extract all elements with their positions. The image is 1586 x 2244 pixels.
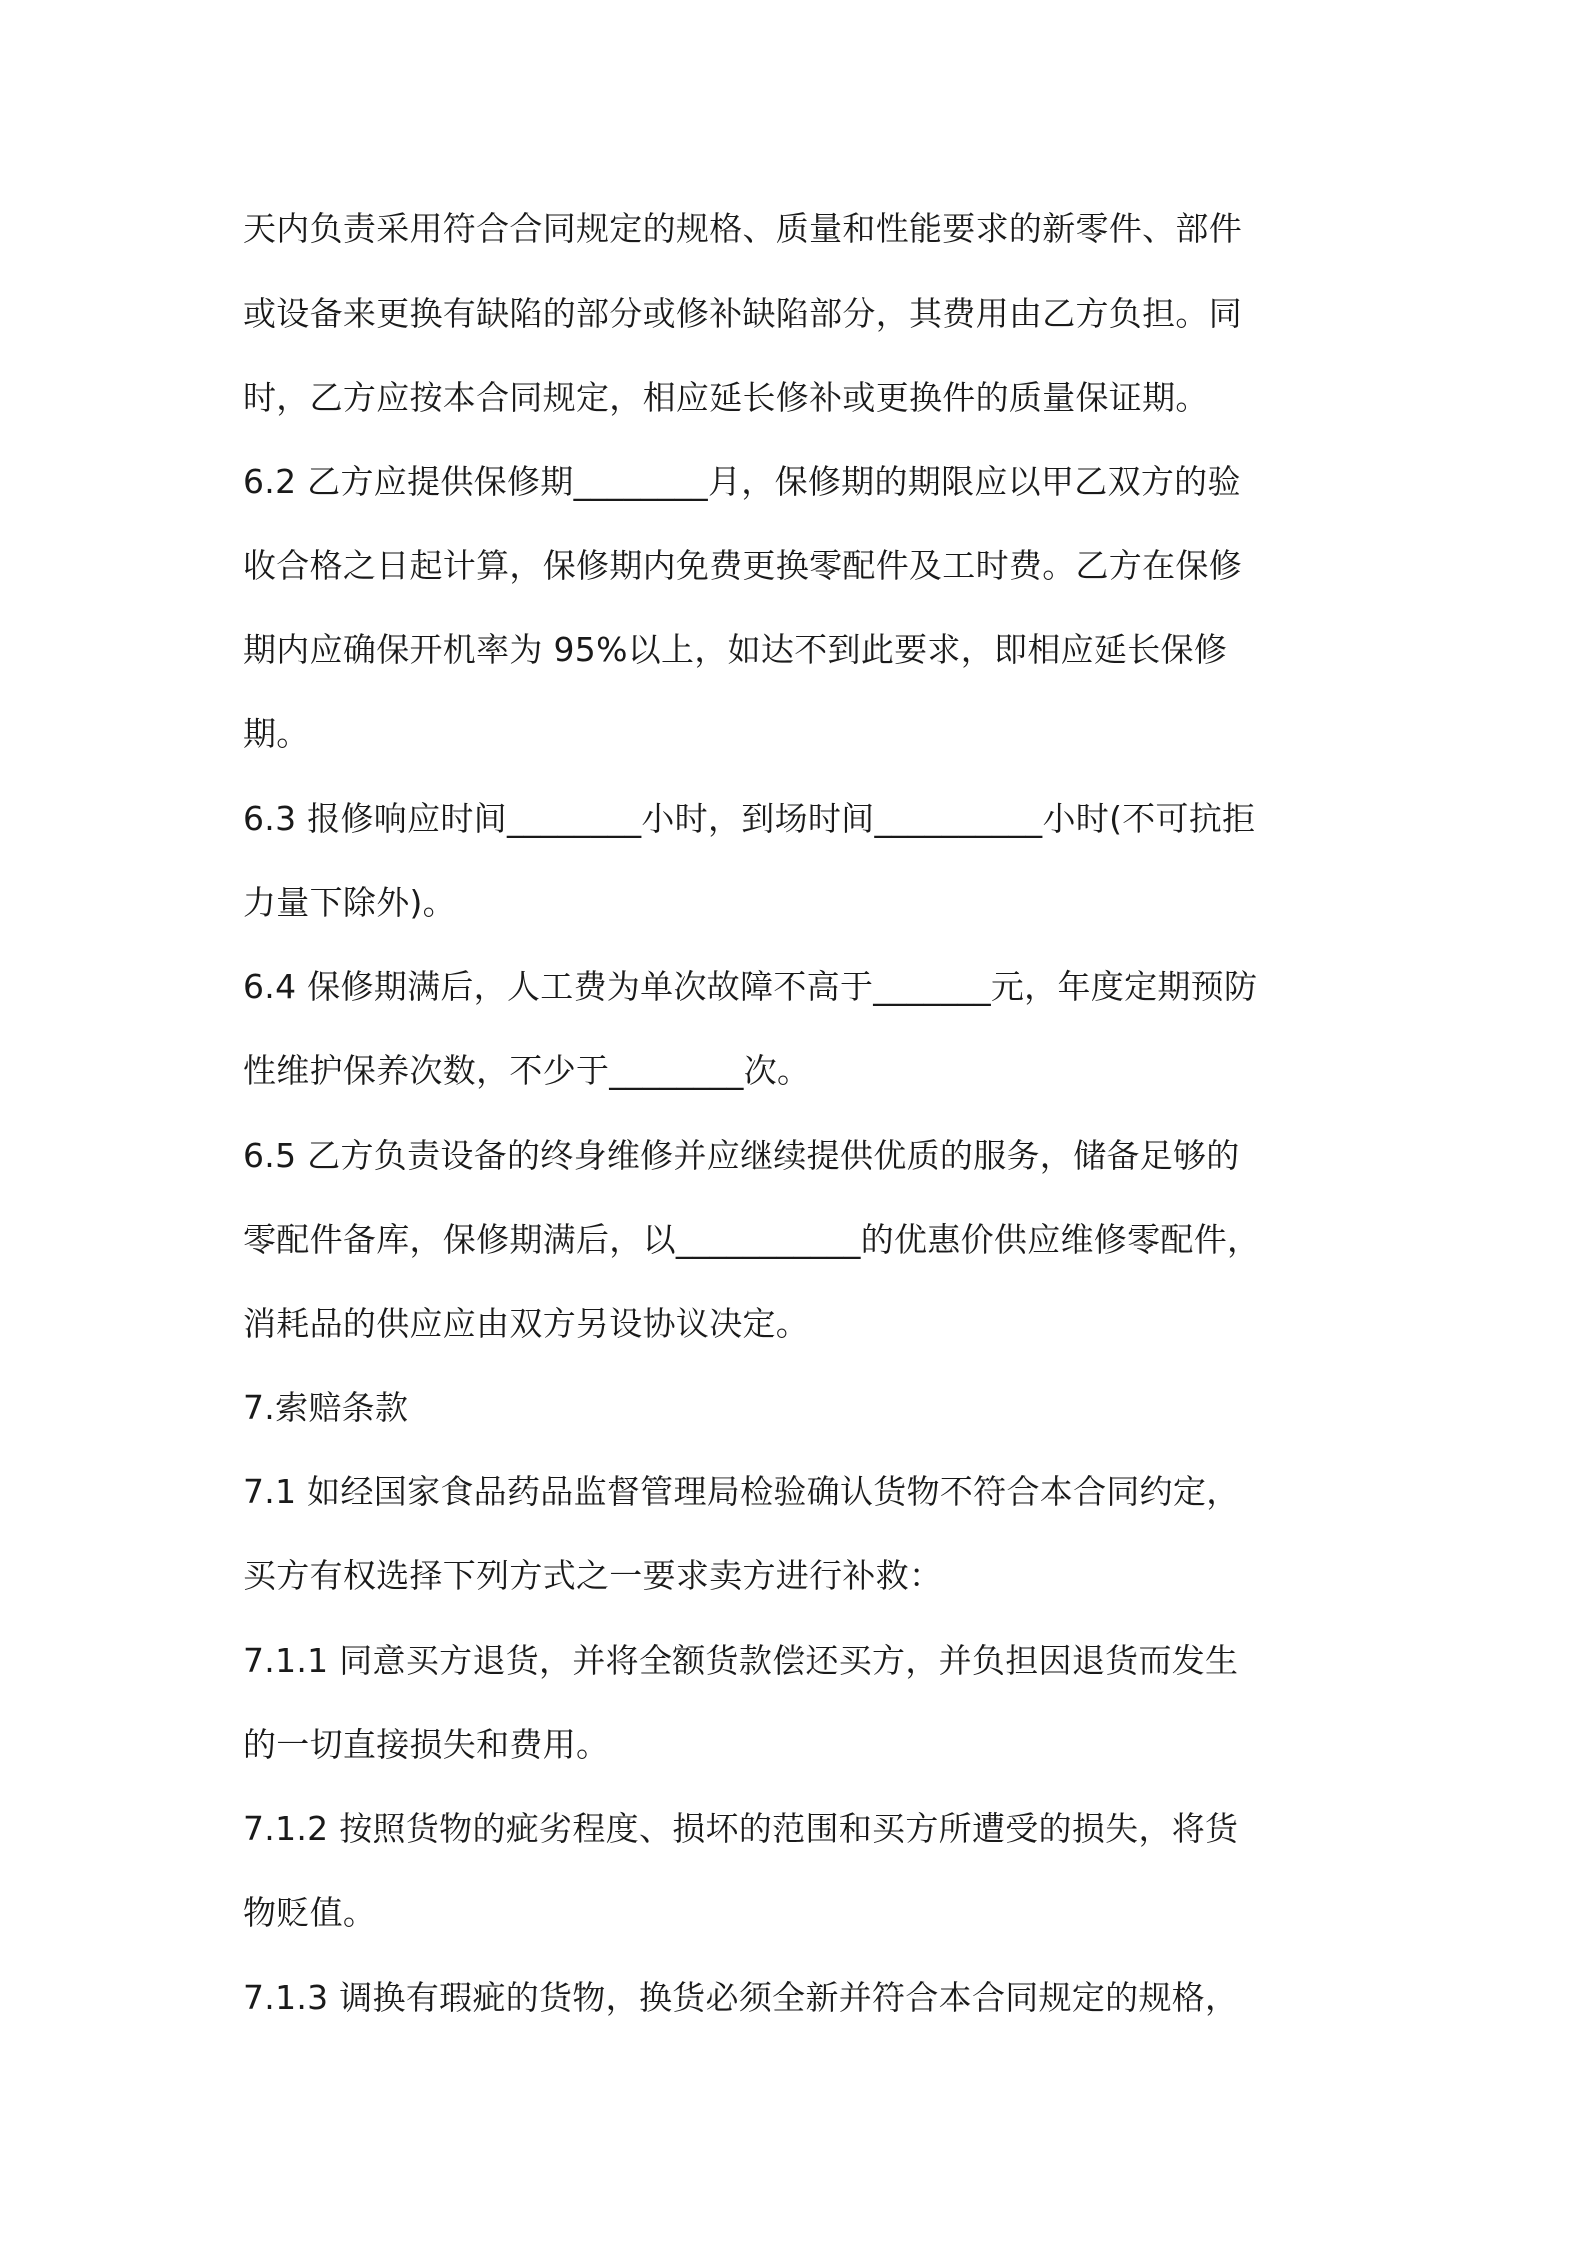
- text-line: 性维护保养次数，不少于________次。: [243, 1051, 811, 1090]
- text-line: 收合格之日起计算，保修期内免费更换零配件及工时费。乙方在保修: [243, 546, 1242, 585]
- text-line: 7.1 如经国家食品药品监督管理局检验确认货物不符合本合同约定，: [243, 1472, 1240, 1511]
- text-line: 7.1.3 调换有瑕疵的货物，换货必须全新并符合本合同规定的规格，: [243, 1978, 1239, 2017]
- text-line: 时，乙方应按本合同规定，相应延长修补或更换件的质量保证期。: [243, 378, 1209, 417]
- text-line: 6.2 乙方应提供保修期________月，保修期的期限应以甲乙双方的验: [243, 462, 1241, 501]
- text-line: 7.1.2 按照货物的疵劣程度、损坏的范围和买方所遭受的损失，将货: [243, 1809, 1239, 1848]
- text-line: 天内负责采用符合合同规定的规格、质量和性能要求的新零件、部件: [243, 209, 1242, 248]
- text-line: 6.5 乙方负责设备的终身维修并应继续提供优质的服务，储备足够的: [243, 1136, 1240, 1175]
- text-line: 物贬值。: [243, 1893, 377, 1932]
- text-line: 6.3 报修响应时间________小时，到场时间__________小时(不可抗拒: [243, 799, 1256, 838]
- text-line: 零配件备库，保修期满后，以___________的优惠价供应维修零配件，: [243, 1220, 1261, 1259]
- text-line: 期。: [243, 714, 310, 753]
- text-line: 的一切直接损失和费用。: [243, 1725, 610, 1764]
- text-line: 6.4 保修期满后，人工费为单次故障不高于_______元，年度定期预防: [243, 967, 1258, 1006]
- text-line: 7.1.1 同意买方退货，并将全额货款偿还买方，并负担因退货而发生: [243, 1641, 1239, 1680]
- text-line: 期内应确保开机率为 95%以上，如达不到此要求，即相应延长保修: [243, 630, 1228, 669]
- text-line: 消耗品的供应应由双方另设协议决定。: [243, 1304, 810, 1343]
- section-heading: 7.索赔条款: [243, 1388, 409, 1427]
- text-line: 或设备来更换有缺陷的部分或修补缺陷部分，其费用由乙方负担。同: [243, 294, 1242, 333]
- text-line: 买方有权选择下列方式之一要求卖方进行补救：: [243, 1556, 943, 1595]
- text-line: 力量下除外)。: [243, 883, 456, 922]
